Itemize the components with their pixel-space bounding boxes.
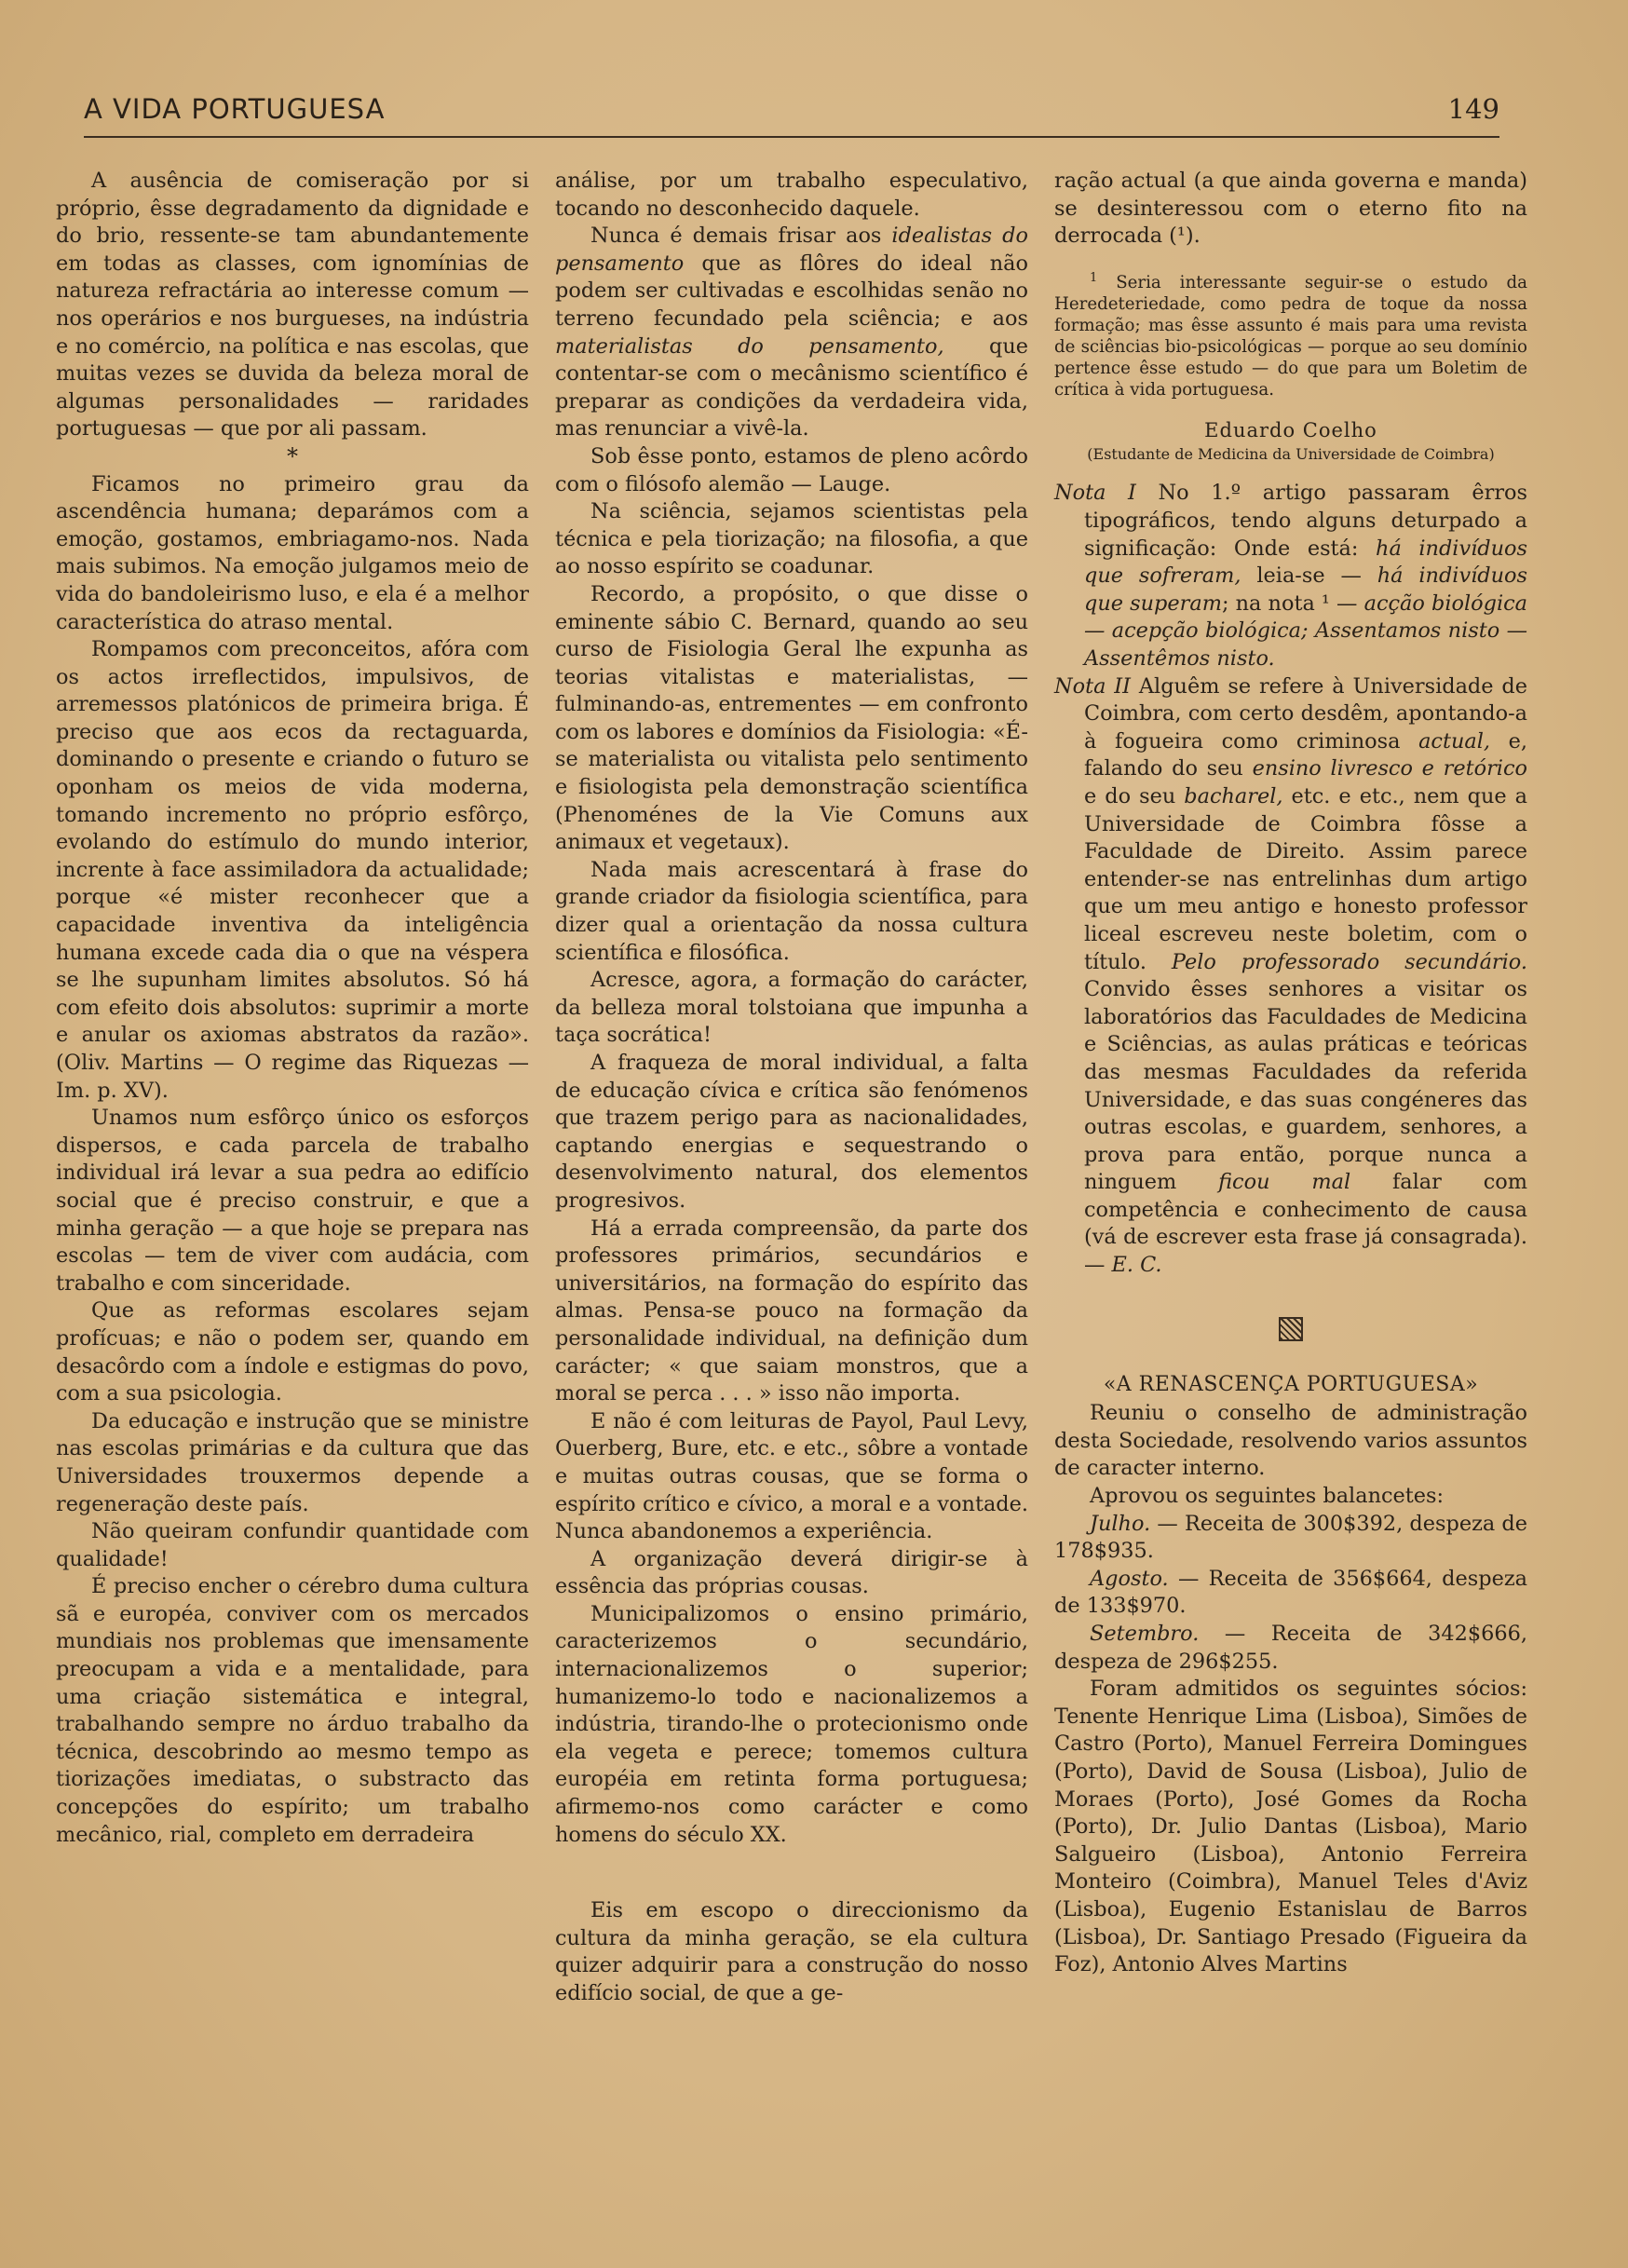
italic-text: materialistas do pensamento, <box>555 333 944 359</box>
text-run: e, falando do seu <box>1084 728 1527 781</box>
text-run: — Receita de 300$392, despeza de 178$935. <box>1054 1511 1527 1564</box>
page-header <box>84 93 1499 138</box>
paragraph: Reuniu o conselho de administração desta Sociedade, resolvendo varios assuntos de caracter interno. <box>1054 1401 1527 1481</box>
paragraph: Sob êsse ponto, estamos de pleno acôrdo com o filósofo alemão — Lauge. <box>555 443 1028 496</box>
paragraph: E não é com leituras de Payol, Paul Levy, Ouerberg, Bure, etc. e etc., sôbre a vontade e muitas outras cousas, que se forma o espírito crítico e cívico, a moral e a vontade. Nunca abandonemos a experiência. <box>555 1408 1028 1544</box>
balance-entry <box>1054 1621 1527 1676</box>
month-label: Julho. <box>1090 1511 1151 1536</box>
spacer <box>555 1849 1028 1897</box>
paragraph: Ficamos no primeiro grau da ascendência humana; deparámos com a emoção, gostamos, embriagamo-nos. Nada mais subimos. Na emoção julgamos meio de vida do bandoleirismo luso, e ela é a melhor característica do atraso mental. <box>56 471 529 634</box>
column-1 <box>56 168 529 1849</box>
note-label: Nota II <box>1054 673 1131 699</box>
paragraph: Não queiram confundir quantidade com qualidade! <box>56 1519 529 1571</box>
italic-text: actual, <box>1418 728 1490 754</box>
author-signature: Eduardo Coelho <box>1204 418 1377 441</box>
month-label: Agosto. <box>1090 1566 1169 1591</box>
month-label: Setembro. <box>1090 1622 1200 1646</box>
italic-text: acção biológica — acepção biológica; Assentamos nisto — Assentêmos nisto. <box>1084 591 1527 671</box>
paragraph: Recordo, a propósito, o que disse o eminente sábio C. Bernard, quando ao seu curso de Fisiologia Geral lhe expunha as teorias vitalistas e materialistas, — fulminando-as, entrementes — em confronto com os labores e domínios da Fisiologia: «É-se materialista ou vitalista pelo sentimento e fisiologista pela demonstração scientífica (Phenoménes de la Vie Comuns aux animaux et vegetaux). <box>555 581 1028 855</box>
paragraph: Municipalizomos o ensino primário, caracterizemos o secundário, internacionalizemos o superior; humanizemo-lo todo e nacionalizemos a indústria, tirando-lhe o protecionismo onde ela vegeta e perece; tomemos cultura européia em retinta forma portuguesa; afirmemo-nos como carácter e como homens do século XX. <box>555 1601 1028 1847</box>
text-run: que contentar-se com o mecânismo scientífico é preparar as condições da verdadeira vida, mas renunciar a vivê-la. <box>555 333 1028 441</box>
paragraph: Nada mais acrescentará à frase do grande criador da fisiologia scientífica, para dizer qual a orientação da nossa cultura scientífica e filosófica. <box>555 857 1028 965</box>
paragraph: Unamos num esfôrço único os esforços dispersos, e cada parcela de trabalho individual irá levar a sua pedra ao edifício social que é preciso construir, e que a minha geração — a que hoje se prepara nas escolas — tem de viver com audácia, com trabalho e com sinceridade. <box>56 1106 529 1296</box>
text-run: Nunca é demais frisar aos <box>590 224 892 249</box>
page-number: 149 <box>1447 93 1499 125</box>
paragraph: Há a errada compreensão, da parte dos professores primários, secundários e universitários, na formação do espírito das almas. Pensa-se pouco na formação da personalidade individual, na definição dum carácter; « que saiam monstros, que a moral se perca . . . » isso não importa. <box>555 1215 1028 1406</box>
section-heading: «A RENASCENÇA PORTUGUESA» <box>1103 1372 1479 1396</box>
paragraph: A organização deverá dirigir-se à essência das próprias cousas. <box>555 1546 1028 1599</box>
running-title: A VIDA PORTUGUESA <box>84 93 386 125</box>
paragraph: Que as reformas escolares sejam profícuas; e não o podem ser, quando em desacôrdo com a índole e estigmas do povo, com a sua psicologia. <box>56 1298 529 1406</box>
text-run: Alguêm se refere à Universidade de Coimbra, com certo desdêm, apontando-a à fogueira como criminosa <box>1084 673 1527 754</box>
balance-entry <box>1054 1566 1527 1621</box>
text-run: que as flôres do ideal não podem ser cultivadas e escolhidas senão no terreno fecundado pela sciência; e aos <box>555 251 1028 331</box>
section-separator: * <box>287 442 298 469</box>
note-1 <box>1054 480 1527 672</box>
text-run: leia-se — <box>1241 564 1377 589</box>
paragraph: É preciso encher o cérebro duma cultura sã e européa, conviver com os mercados mundiais nos problemas que imensamente preocupam a vida e a mentalidade, para uma criação sistemática e integral, trabalhando sempre no árduo trabalho da técnica, descobrindo ao mesmo tempo as tiorizações imediatas, o substracto das concepções do espírito; um trabalho mecânico, rial, completo em derradeira <box>56 1574 529 1847</box>
column-3 <box>1054 168 1527 1979</box>
note-2 <box>1054 673 1527 1280</box>
paragraph: Foram admitidos os seguintes sócios: Tenente Henrique Lima (Lisboa), Simões de Castro (Porto), Manuel Ferreira Domingues (Porto), David de Sousa (Lisboa), Julio de Moraes (Porto), José Gomes da Rocha (Porto), Dr. Julio Dantas (Lisboa), Mario Salgueiro (Lisboa), Antonio Ferreira Monteiro (Coimbra), Manuel Teles d'Aviz (Lisboa), Eugenio Estanislau de Barros (Lisboa), Dr. Santiago Presado (Figueira da Foz), Antonio Alves Martins <box>1054 1677 1527 1977</box>
footnote-number: 1 <box>1090 270 1098 285</box>
footnote-text: Seria interessante seguir-se o estudo da Heredeteriedade, como pedra de toque da nossa formação; mas êsse assunto é mais para uma revista de sciências bio-psicológicas — porque ao seu domínio pertence êsse estudo — do que para um Boletim de crítica à vida portuguesa. <box>1054 272 1527 400</box>
text-run: Convido êsses senhores a visitar os laboratórios das Faculdades de Medicina e Sciências, as aulas práticas e teóricas das mesmas Faculdades da referida Universidade, e das suas congéneres das outras escolas, e guardem, senhores, a prova para então, porque nunca a ninguem <box>1084 977 1527 1195</box>
text-run: e do seu <box>1084 783 1185 808</box>
paragraph: ração actual (a que ainda governa e manda) se desinteressou com o eterno fito na derrocada (¹). <box>1054 169 1527 249</box>
paragraph <box>555 223 1028 443</box>
italic-text: ficou mal <box>1218 1170 1351 1195</box>
ornament-icon <box>1279 1317 1303 1341</box>
text-run: — Receita de 356$664, despeza de 133$970. <box>1054 1566 1527 1619</box>
paragraph: A fraqueza de moral individual, a falta de educação cívica e crítica são fenómenos que trazem perigo para as nacionalidades, captando energias e sequestrando o desenvolvimento natural, dos elementos progresivos. <box>555 1051 1028 1213</box>
paragraph: Aprovou os seguintes balancetes: <box>1090 1484 1445 1509</box>
italic-text: há indivíduos que sofreram, <box>1084 536 1527 589</box>
author-affiliation: (Estudante de Medicina da Universidade de Coimbra) <box>1087 445 1495 464</box>
paragraph: Acresce, agora, a formação do carácter, da belleza moral tolstoiana que impunha a taça socrática! <box>555 968 1028 1048</box>
paragraph: Da educação e instrução que se ministre nas escolas primárias e da cultura que das Universidades trouxermos depende a regeneração deste país. <box>56 1408 529 1516</box>
paragraph: análise, por um trabalho especulativo, tocando no desconhecido daquele. <box>555 169 1028 221</box>
text-run: ; na nota ¹ — <box>1221 591 1364 616</box>
footnote <box>1054 267 1527 401</box>
text-run: — Receita de 342$666, despeza de 296$255. <box>1054 1622 1527 1674</box>
paragraph: Rompamos com preconceitos, afóra com os actos irreflectidos, impulsivos, de arremessos platónicos de primeira briga. É preciso que aos ecos da rectaguarda, dominando o presente e criando o futuro se oponham os meios de vida moderna, tomando incremento no próprio esfôrço, evolando do estímulo do mundo interior, increntе à face assimiladora da actualidade; porque «é mister reconhecer que a capacidade inventiva da inteligência humana excede cada dia o que na véspera se lhe supunham limites absolutos. Só há com efeito dois absolutos: suprimir a morte e anular os axiomas abstratos da razão». (Oliv. Martins — O regime das Riquezas — Im. p. XV). <box>56 637 529 1103</box>
italic-text: E. C. <box>1111 1253 1162 1278</box>
balance-entry <box>1054 1511 1527 1566</box>
text-run: falar com competência e conhecimento de causa (vá de escrever esta frase já consagrada). — <box>1084 1170 1527 1278</box>
paragraph: Eis em escopo o direccionismo da cultura da minha geração, se ela cultura quizer adquirir para a construção do nosso edifício social, de que a ge- <box>555 1898 1028 2005</box>
italic-text: há indivíduos que superam <box>1084 564 1527 616</box>
text-run: No 1.º artigo passaram êrros tipográficos, tendo alguns deturpado a significação: Onde está: <box>1084 481 1527 561</box>
column-2 <box>555 168 1028 2008</box>
italic-text: ensino livresco e retórico <box>1252 756 1527 781</box>
text-run: etc. e etc., nem que a Universidade de Coimbra fôsse a Faculdade de Direito. Assim parece entender-se nas entrelinhas dum artigo que um meu antigo e honesto professor liceal escreveu neste boletim, com o título. <box>1084 783 1528 974</box>
paragraph: Na sciência, sejamos scientistas pela técnica e pela tiorização; na filosofia, a que ao nosso espírito se coadunar. <box>555 499 1028 579</box>
italic-text: bacharel, <box>1184 783 1283 808</box>
paragraph: A ausência de comiseração por si próprio, êsse degradamento da dignidade e do brio, ressente-se tam abundantemente em todas as classes, com ignomínias de natureza refractária ao interesse comum — nos operários e nos burgueses, na indústria e no comércio, na política e nas escolas, que muitas vezes se duvida da beleza moral de algumas personalidades — raridades portuguesas — que por ali passam. <box>56 169 529 441</box>
italic-text: Pelo professorado secundário. <box>1171 949 1527 974</box>
note-label: Nota I <box>1054 481 1136 506</box>
italic-text: idealistas do pensamento <box>555 224 1028 276</box>
